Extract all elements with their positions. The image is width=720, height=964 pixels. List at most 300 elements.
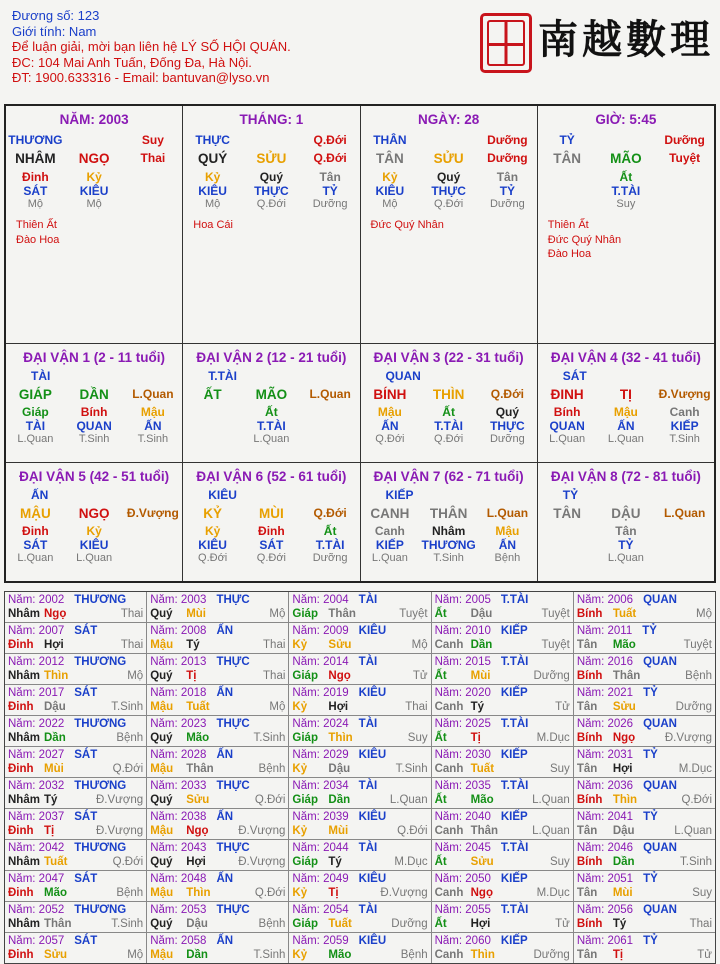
year-stage: Đ.Vượng (238, 825, 286, 837)
year-stage: Mộ (127, 949, 144, 961)
year-cell (574, 809, 715, 839)
dai-van-stem-branch-3: Q.Đới (490, 387, 524, 401)
dai-van-hidden-gods-3 (124, 538, 183, 552)
year-stage: Dưỡng (391, 918, 428, 930)
year-stage: Đ.Vượng (96, 794, 144, 806)
year-cell (574, 716, 715, 746)
year-cell (5, 778, 147, 808)
year-stem: Đinh (8, 949, 34, 961)
dai-van-ten-god: TỶ (562, 488, 579, 502)
year-pillar (435, 700, 570, 714)
year-label: Năm: 2017 (8, 687, 65, 699)
year-cell (432, 778, 574, 808)
year-branch: Tý (186, 639, 200, 651)
dai-van-stem-branch-1: TÂN (553, 506, 581, 521)
pillar-stem-branch-3: Q.Đới (313, 151, 347, 165)
pillar-ten-god (538, 133, 714, 147)
year-pillar (292, 607, 427, 621)
year-stage: Đ.Vượng (380, 887, 428, 899)
year-line (435, 841, 570, 855)
year-branch: Tuất (44, 856, 68, 868)
dai-van-hidden-stems-3: Mậu (140, 405, 165, 419)
pillar-hidden-gods-3: TỶ (499, 184, 516, 198)
year-branch: Thân (44, 918, 72, 930)
year-stage: Thai (120, 639, 144, 651)
extra-star: Đức Quý Nhân (547, 233, 622, 246)
year-label: Năm: 2056 (576, 904, 634, 916)
year-label: Năm: 2024 (292, 718, 349, 730)
pillar-stages-1: Mộ (204, 198, 221, 210)
year-stage: Q.Đới (397, 825, 428, 837)
year-cell (147, 747, 289, 777)
year-line (577, 779, 712, 793)
dai-van-hidden-gods-2: TỶ (618, 538, 634, 552)
year-stem: Đinh (8, 763, 34, 775)
dai-van-3 (361, 344, 538, 462)
profile-header (12, 8, 482, 86)
pillar-ten-god-1: THỰC (195, 133, 230, 147)
pillar-hidden-stems-2: Ất (619, 170, 633, 184)
dai-van-stages-1: Q.Đới (198, 552, 228, 564)
pillar-hidden-stems-3: Tân (319, 170, 341, 184)
year-stage: T.Sinh (111, 701, 144, 713)
year-branch: Tý (470, 701, 485, 713)
dai-van-stages-3: Bệnh (494, 552, 521, 564)
year-ten-god: T.TÀI (500, 842, 529, 854)
year-label: Năm: 2028 (150, 749, 207, 761)
dai-van-hidden-stems-3: Mậu (495, 524, 520, 538)
year-branch: Thìn (470, 949, 495, 961)
year-stage: Đ.Vượng (238, 856, 286, 868)
year-branch: Tý (44, 794, 58, 806)
year-label: Năm: 2036 (576, 780, 634, 792)
year-line (577, 810, 712, 824)
dai-van-stages-2: Q.Đới (434, 433, 464, 445)
pillar-stem-branch-2: MÃO (610, 151, 642, 166)
year-ten-god: ẤN (216, 749, 234, 761)
dai-van-stem-branch-3: Đ.Vượng (658, 387, 711, 401)
year-cell (432, 747, 574, 777)
pillar-stages-1: Mộ (27, 198, 44, 210)
year-stage: Thai (263, 670, 286, 682)
dai-van-hidden-gods-1 (183, 419, 242, 433)
year-line (435, 810, 570, 824)
year-line (8, 748, 143, 762)
year-line (8, 810, 143, 824)
year-branch: Mùi (612, 887, 633, 899)
year-cell (432, 902, 574, 932)
year-line (577, 934, 712, 948)
year-ten-god: KIẾP (500, 935, 528, 947)
dai-van-stages-1: L.Quan (17, 552, 54, 564)
pillar-title: THÁNG: 1 (239, 112, 304, 127)
dai-van-hidden-stems-3 (655, 524, 714, 538)
dai-van-title: ĐẠI VẬN 2 (12 - 21 tuổi) (196, 350, 347, 365)
year-line (577, 686, 712, 700)
brand-logo (478, 8, 714, 74)
year-line (292, 934, 427, 948)
year-stage: Dưỡng (533, 949, 570, 961)
year-stem: Quý (150, 856, 173, 868)
year-label: Năm: 2061 (576, 935, 634, 947)
year-pillar (435, 731, 570, 745)
year-cell (5, 902, 147, 932)
year-line (150, 810, 285, 824)
year-label: Năm: 2030 (434, 749, 491, 761)
year-stage: Q.Đới (112, 856, 144, 868)
year-cell (574, 592, 715, 622)
year-ten-god: THƯƠNG (74, 780, 127, 792)
year-label: Năm: 2011 (576, 625, 633, 637)
year-label: Năm: 2032 (8, 780, 65, 792)
year-stem: Tân (576, 639, 598, 651)
year-pillar (292, 917, 427, 931)
year-stage: L.Quan (532, 794, 570, 806)
year-row (5, 747, 715, 778)
pillar-stages-3: Dưỡng (312, 198, 348, 210)
year-stem: Đinh (8, 887, 34, 899)
pillar-ten-god-2 (242, 133, 301, 147)
dai-van-hidden-stems (183, 405, 359, 419)
year-ten-god: T.TÀI (500, 780, 529, 792)
year-stem: Giáp (292, 670, 318, 682)
year-stage: Dưỡng (675, 701, 713, 713)
dai-van-stem-branch-2: TỊ (619, 387, 632, 402)
year-cell (574, 871, 715, 901)
dai-van-stem-branch-1: GIÁP (18, 387, 52, 402)
year-label: Năm: 2052 (8, 904, 65, 916)
year-cell (289, 716, 431, 746)
year-branch: Ngọ (328, 670, 351, 682)
year-line (8, 655, 143, 669)
year-stage: Tử (555, 918, 570, 930)
dai-van-stages-1: Q.Đới (375, 433, 405, 445)
year-stem: Ất (434, 670, 447, 682)
year-branch: Dần (470, 639, 493, 651)
year-line (150, 717, 285, 731)
year-pillar (8, 607, 143, 621)
dai-van-hidden-stems-1: Giáp (22, 405, 49, 419)
year-line (150, 593, 285, 607)
dai-van-hidden-gods-1 (538, 538, 597, 552)
dai-van-hidden-stems-2: Nhâm (431, 524, 466, 538)
year-stage: T.Sinh (253, 949, 286, 961)
year-pillar (435, 824, 570, 838)
year-line (292, 810, 427, 824)
year-ten-god: THỰC (216, 594, 250, 606)
dai-van-stages-1 (183, 433, 242, 445)
contact-phone-email: ĐT: 1900.633316 - Email: bantuvan@lyso.vn (12, 70, 270, 85)
year-label: Năm: 2054 (292, 904, 349, 916)
year-pillar (8, 731, 143, 745)
year-stem: Bính (576, 732, 603, 744)
extra-star: Thiên Ất (547, 219, 589, 231)
dai-van-stages (6, 552, 182, 564)
dai-van-stem-branch-2: DẦN (79, 387, 109, 402)
pillar-stages-1: Mộ (382, 198, 398, 210)
year-ten-god: TÀI (358, 780, 378, 792)
year-pillar (8, 793, 143, 807)
year-ten-god: THỰC (216, 780, 250, 792)
pillar-stem-branch-2: SỬU (433, 151, 464, 166)
year-label: Năm: 2005 (434, 594, 491, 606)
year-stem: Đinh (8, 701, 34, 713)
dai-van-hidden-gods-2: T.TÀI (257, 419, 286, 433)
year-branch: Tý (612, 918, 627, 930)
year-line (577, 593, 712, 607)
year-stage: M.Dục (394, 856, 428, 868)
year-line (8, 686, 143, 700)
year-ten-god: TỶ (643, 935, 658, 947)
year-ten-god: QUAN (643, 842, 677, 854)
dai-van-stages-2: L.Quan (76, 552, 113, 564)
year-line (435, 748, 570, 762)
year-branch: Tị (328, 887, 339, 899)
dai-van-title: ĐẠI VẬN 3 (22 - 31 tuổi) (373, 350, 524, 365)
year-branch: Ngọ (44, 608, 67, 620)
year-ten-god: QUAN (643, 594, 677, 606)
dai-van-stem-branch-2: MÙI (259, 506, 284, 521)
year-label: Năm: 2009 (292, 625, 349, 637)
dai-van-stem-branch-1: MẬU (20, 506, 51, 521)
dai-van-stem-branch-3: L.Quan (663, 506, 706, 520)
year-branch: Dậu (44, 701, 66, 713)
year-branch: Mùi (186, 608, 207, 620)
pillar-hidden-gods (538, 184, 714, 198)
year-branch: Sửu (186, 794, 210, 806)
year-pillar (150, 793, 285, 807)
pillar-hidden-stems-3: Tân (496, 170, 519, 184)
year-label: Năm: 2058 (150, 935, 207, 947)
year-pillar (435, 793, 570, 807)
year-stem: Tân (576, 763, 598, 775)
year-line (8, 779, 143, 793)
year-label: Năm: 2025 (434, 718, 491, 730)
year-pillar (577, 700, 712, 714)
dai-van-stem-branch-2: NGỌ (78, 506, 110, 521)
year-stem: Mậu (150, 701, 174, 713)
pillar-hidden-gods-2: THỰC (254, 184, 289, 198)
dai-van-hidden-gods-3: KIẾP (670, 419, 699, 433)
pillar-hidden-stems-2: Quý (259, 170, 284, 184)
year-stage: M.Dục (678, 763, 713, 775)
dai-van-stages-3: Dưỡng (489, 433, 525, 445)
year-branch: Tị (186, 670, 197, 682)
year-stage: Suy (549, 856, 570, 868)
dai-van-stages-3 (655, 552, 714, 564)
year-branch: Tuất (470, 763, 495, 775)
year-branch: Sửu (328, 639, 352, 651)
year-cell (289, 685, 431, 715)
year-branch: Ngọ (470, 887, 493, 899)
year-line (292, 872, 427, 886)
year-cell (289, 654, 431, 684)
year-label: Năm: 2004 (292, 594, 349, 606)
year-label: Năm: 2050 (434, 873, 491, 885)
year-branch: Tị (612, 949, 624, 961)
year-line (150, 872, 285, 886)
year-pillar (150, 669, 285, 683)
dai-van-stem-branch (538, 506, 714, 521)
pillar-stages-2: Mộ (86, 198, 102, 210)
dai-van-hidden-gods (361, 419, 537, 433)
year-cell (432, 654, 574, 684)
year-ten-god: KIẾP (500, 873, 528, 885)
dai-van-stem-branch (183, 387, 359, 402)
year-stage: T.Sinh (395, 763, 428, 775)
year-row (5, 654, 715, 685)
year-stage: Bệnh (685, 670, 713, 682)
year-line (435, 686, 570, 700)
dai-van-stages-3 (124, 552, 183, 564)
pillar-hidden-gods-3: TỶ (322, 184, 338, 198)
pillar-ten-god-3: Suy (141, 133, 164, 147)
year-stem: Ất (434, 856, 447, 868)
year-label: Năm: 2057 (8, 935, 65, 947)
year-stem: Tân (576, 949, 598, 961)
year-ten-god: KIẾP (500, 625, 528, 637)
year-branch: Hợi (328, 701, 349, 713)
year-line (150, 655, 285, 669)
year-branch: Sửu (44, 949, 68, 961)
year-cell (147, 840, 289, 870)
year-cell (147, 778, 289, 808)
year-pillar (292, 824, 427, 838)
year-branch: Dậu (186, 918, 208, 930)
year-branch: Dần (328, 794, 351, 806)
year-ten-god: THỰC (216, 904, 250, 916)
year-pillar (8, 762, 143, 776)
year-stage: Bệnh (258, 918, 286, 930)
dai-van-hidden-gods-1: QUAN (549, 419, 585, 433)
dai-van-stem-branch (6, 506, 182, 521)
year-stem: Ất (434, 732, 447, 744)
year-cell (147, 654, 289, 684)
pillar-3 (361, 106, 538, 343)
year-stage: T.Sinh (680, 856, 713, 868)
pillar-extras (183, 218, 359, 233)
year-ten-god: T.TÀI (500, 656, 529, 668)
dai-van-stem-branch-1: CANH (370, 506, 410, 521)
year-label: Năm: 2027 (8, 749, 65, 761)
year-stage: Tuyệt (399, 608, 428, 620)
year-label: Năm: 2006 (576, 594, 634, 606)
dai-van-stages-2: T.Sinh (433, 552, 464, 564)
year-pillar (8, 886, 143, 900)
year-cell (147, 902, 289, 932)
dai-van-6 (183, 463, 360, 581)
year-label: Năm: 2059 (292, 935, 349, 947)
dai-van-hidden-gods-2: THƯƠNG (421, 538, 476, 552)
year-label: Năm: 2055 (434, 904, 491, 916)
year-row (5, 623, 715, 654)
year-pillar (8, 855, 143, 869)
year-line (8, 841, 143, 855)
pillar-hidden-stems (538, 170, 714, 184)
year-pillar (150, 917, 285, 931)
year-pillar (150, 855, 285, 869)
pillar-ten-god-3: Dưỡng (664, 133, 705, 147)
year-pillar (292, 731, 427, 745)
year-stem: Đinh (8, 639, 34, 651)
year-cell (432, 716, 574, 746)
year-stem: Giáp (292, 918, 318, 930)
dai-van-hidden-stems-1: Kỷ (204, 524, 221, 538)
year-ten-god: ẤN (216, 873, 234, 885)
year-row (5, 871, 715, 902)
year-branch: Dần (44, 732, 66, 744)
year-branch: Tuất (612, 608, 637, 620)
pillar-hidden-gods-1: SÁT (23, 184, 48, 198)
year-branch: Thìn (44, 670, 69, 682)
year-cell (432, 685, 574, 715)
year-cell (432, 809, 574, 839)
year-cell (5, 654, 147, 684)
year-stem: Nhâm (8, 670, 40, 682)
dai-van-hidden-stems-2: Tân (615, 524, 637, 538)
year-pillar (8, 638, 143, 652)
dai-van-stem-branch-1: ĐINH (550, 387, 584, 402)
pillar-hidden-gods-1 (538, 184, 597, 198)
year-branch: Mùi (44, 763, 64, 775)
year-label: Năm: 2048 (150, 873, 207, 885)
dai-van-stages-2: L.Quan (607, 433, 644, 445)
dai-van-hidden-gods-3 (655, 538, 714, 552)
dai-van-stages-1: L.Quan (17, 433, 54, 445)
pillar-stages-2: Q.Đới (434, 198, 464, 210)
year-ten-god: ẤN (216, 935, 234, 947)
year-pillar (577, 607, 712, 621)
year-label: Năm: 2007 (8, 625, 65, 637)
year-line (435, 593, 570, 607)
pillar-hidden-gods (361, 184, 537, 198)
pillar-extras (361, 218, 537, 233)
year-branch: Dậu (328, 763, 351, 775)
year-pillar (292, 700, 427, 714)
year-row (5, 840, 715, 871)
year-ten-god: KIÊU (358, 873, 387, 885)
year-stem: Kỷ (292, 949, 308, 961)
year-label: Năm: 2018 (150, 687, 207, 699)
year-stage: L.Quan (389, 794, 428, 806)
year-branch: Hợi (44, 639, 64, 651)
pillar-stages-3 (124, 198, 183, 210)
dai-van-stem-branch-1: ẤT (203, 387, 222, 402)
year-branch: Thân (186, 763, 214, 775)
year-stem: Quý (150, 608, 173, 620)
dai-van-stem-branch-1: BÍNH (373, 387, 407, 402)
year-ten-god: ẤN (216, 625, 234, 637)
year-stage: T.Sinh (253, 732, 286, 744)
year-row (5, 716, 715, 747)
year-stem: Canh (434, 887, 464, 899)
dai-van-hidden-stems-3: Canh (669, 405, 700, 419)
year-cell (289, 809, 431, 839)
dai-van-stages-2: Q.Đới (256, 552, 286, 564)
pillar-stem-branch-1: QUÝ (197, 151, 228, 166)
dai-van-stages-3: T.Sinh (137, 433, 169, 445)
year-stage: Mộ (696, 608, 713, 620)
pillar-stages (6, 198, 182, 210)
year-stage: Tuyệt (683, 639, 713, 651)
year-branch: Dậu (612, 825, 635, 837)
year-label: Năm: 2014 (292, 656, 349, 668)
dai-van-hidden-stems-1 (538, 524, 597, 538)
year-stem: Canh (434, 639, 464, 651)
dai-van-hidden-gods-2: QUAN (76, 419, 112, 433)
year-label: Năm: 2016 (576, 656, 634, 668)
year-pillar (435, 762, 570, 776)
